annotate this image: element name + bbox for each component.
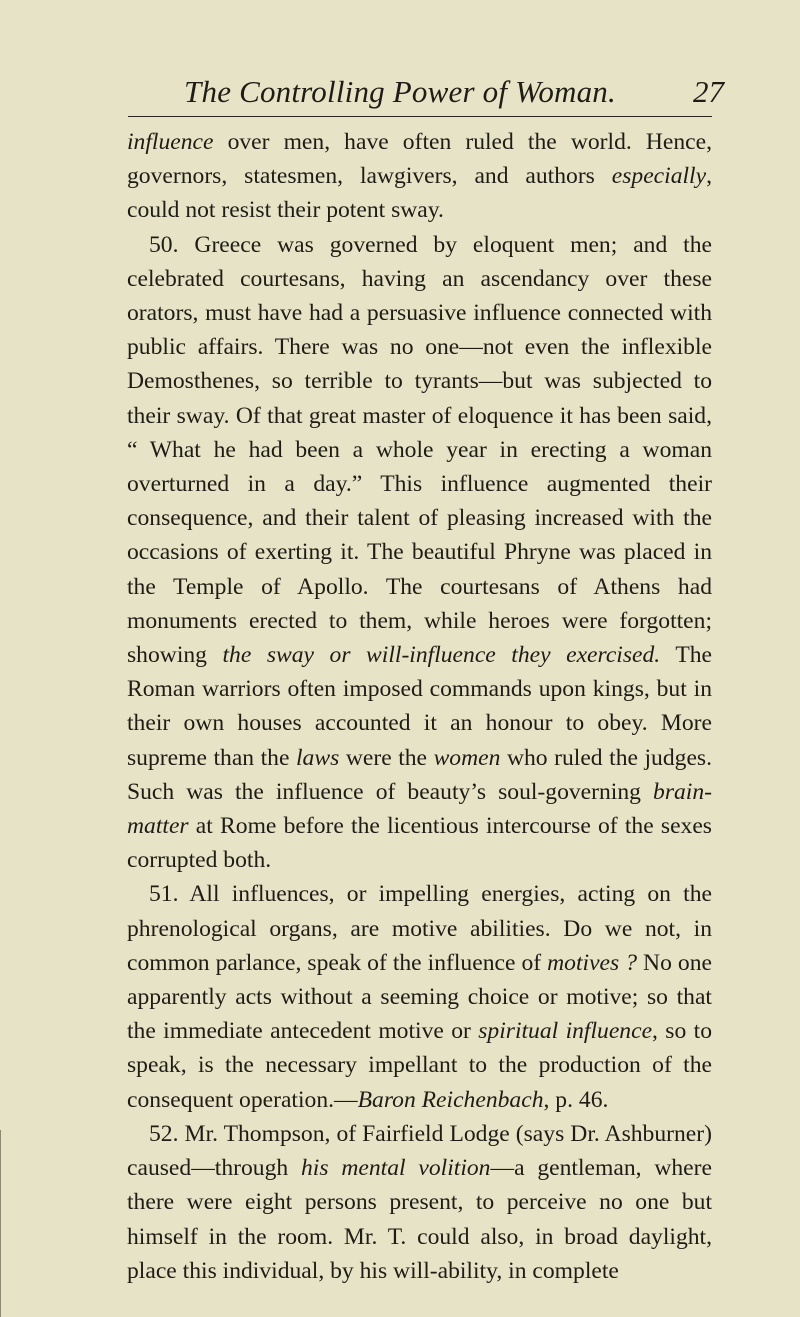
text-run: —a gentleman, where there were eight persons present, to perceive no one but himself in the room. Mr. T. could also, in broad daylight, place this individual, by his will-ability, in complete xyxy=(127,1155,712,1284)
text-run: 50. Greece was governed by eloquent men; and the celebrated courtesans, having an ascendancy over these orators, must have had a persuasive influence connected with public affairs. There was no one—not even the inflexible Demosthenes, so terrible to tyrants—but was subjected to their sway. Of that great master of eloquence it has been said, “ What he had been a whole year in erecting a woman overturned in a day.” This influence augmented their consequence, and their talent of pleasing increased with the occasions of exerting it. The beautiful Phryne was placed in the Temple of Apollo. The courtesans of Athens had monuments erected to them, while heroes were forgotten; showing xyxy=(127,231,712,669)
running-title: The Controlling Power of Woman. xyxy=(184,74,616,109)
italic-text: Baron Reichenbach xyxy=(357,1086,544,1113)
italic-text: especially xyxy=(611,163,707,190)
paragraph xyxy=(127,125,712,228)
body-text xyxy=(127,125,712,1288)
text-run: over men, have often ruled the world. Hence, governors, statesmen, lawgivers, and authors xyxy=(127,129,712,190)
text-run: 51. All influences, or impelling energies, acting on the phrenological organs, are motive abilities. Do we not, in common parlance, speak of the influence of xyxy=(127,881,712,976)
paragraph xyxy=(127,877,712,1116)
text-run: who ruled the judges. Such was the influence of beauty’s soul-governing xyxy=(127,744,712,805)
italic-text: motives ? xyxy=(547,949,638,976)
italic-text: his mental volition xyxy=(301,1155,491,1182)
italic-text: the sway or will-influence they exercised. xyxy=(222,642,661,669)
text-run: The Roman warriors often imposed commands upon kings, but in their own houses accounted it an honour to obey. More supreme than the xyxy=(127,642,712,771)
header-rule xyxy=(128,116,712,117)
text-run: , so to speak, is the necessary impellant to the production of the consequent operation.— xyxy=(127,1018,712,1113)
running-head xyxy=(0,74,800,110)
italic-text: women xyxy=(433,744,501,771)
italic-text: influence xyxy=(127,129,214,155)
text-run: No one apparently acts without a seeming choice or motive; so that the immediate antecedent motive or xyxy=(127,949,712,1045)
text-run: were the xyxy=(339,744,434,771)
paragraph xyxy=(127,1117,712,1288)
text-run: 52. Mr. Thompson, of Fairfield Lodge (says Dr. Ashburner) caused—through xyxy=(127,1120,712,1182)
italic-text: laws xyxy=(296,744,340,771)
italic-text: spiritual influence xyxy=(478,1018,653,1045)
text-run: , could not resist their potent sway. xyxy=(127,163,712,224)
italic-text: brain-matter xyxy=(127,778,712,840)
text-run: at Rome before the licentious intercourse of the sexes corrupted both. xyxy=(127,813,712,874)
paragraph xyxy=(127,228,712,878)
page-edge-mark xyxy=(0,1130,1,1317)
text-run: , p. 46. xyxy=(543,1086,609,1113)
page-number: 27 xyxy=(693,74,724,109)
